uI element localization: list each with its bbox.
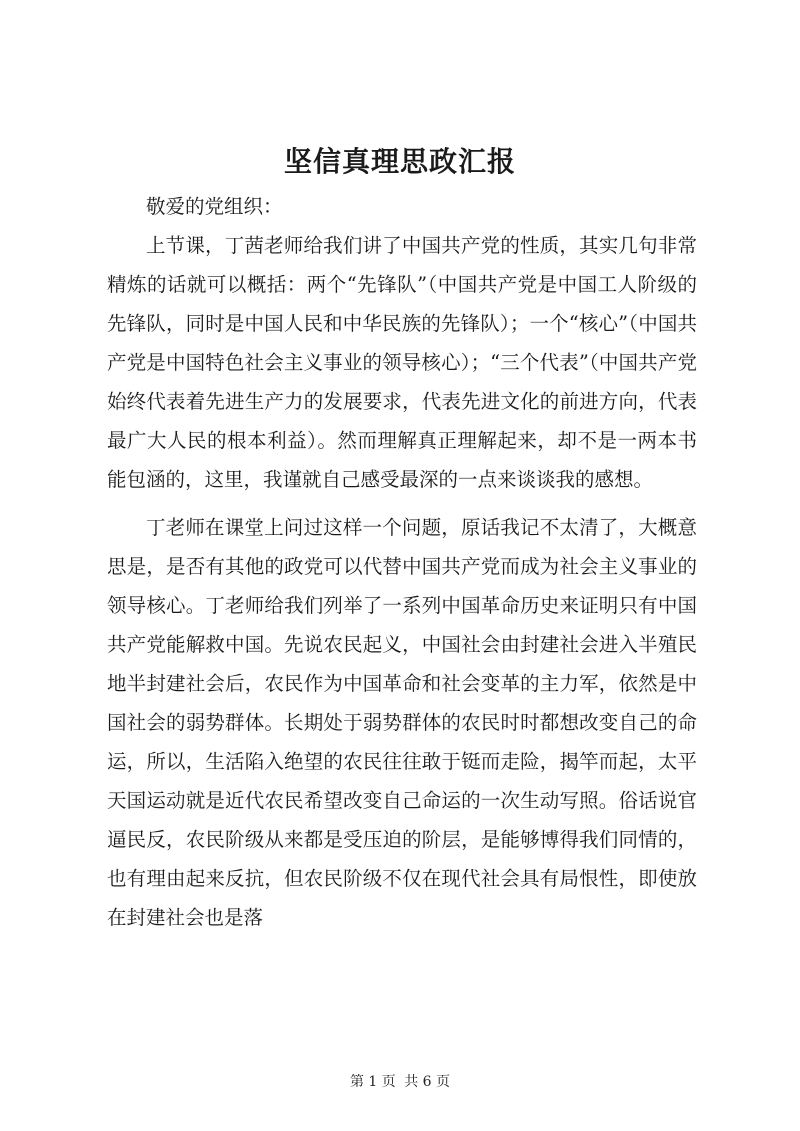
paragraph-1: 上节课，丁茜老师给我们讲了中国共产党的性质，其实几句非常精炼的话就可以概括：两个“先锋队”（中国共产党是中国工人阶级的先锋队，同时是中国人民和中华民族的先锋队）；一个“核心”（中国共产党是中国特色社会主义事业的领导核心）；“三个代表”（中国共产党始终代表着先进生产力的发展要求，代表先进文化的前进方向，代表最广大人民的根本利益）。然而理解真正理解起来，却不是一两本书能包涵的，这里，我谨就自己感受最深的一点来谈谈我的感想。 xyxy=(107,234,697,491)
page-total: 共 6 页 xyxy=(404,1074,451,1090)
page-footer xyxy=(0,1071,800,1091)
page-number: 第 1 页 xyxy=(349,1074,396,1090)
paragraph-2: 丁老师在课堂上问过这样一个问题，原话我记不太清了，大概意思是，是否有其他的政党可以代替中国共产党而成为社会主义事业的领导核心。丁老师给我们列举了一系列中国革命历史来证明只有中国共产党能解救中国。先说农民起义，中国社会由封建社会进入半殖民地半封建社会后，农民作为中国革命和社会变革的主力军，依然是中国社会的弱势群体。长期处于弱势群体的农民时时都想改变自己的命运，所以，生活陷入绝望的农民往往敢于铤而走险，揭竿而起，太平天国运动就是近代农民希望改变自己命运的一次生动写照。俗话说官逼民反，农民阶级从来都是受压迫的阶层，是能够博得我们同情的，也有理由起来反抗，但农民阶级不仅在现代社会具有局恨性，即使放在封建社会也是落 xyxy=(107,516,697,929)
document-title: 坚信真理思政汇报 xyxy=(283,145,516,178)
salutation: 敬爱的党组织： xyxy=(146,195,283,218)
document-body xyxy=(107,187,697,937)
